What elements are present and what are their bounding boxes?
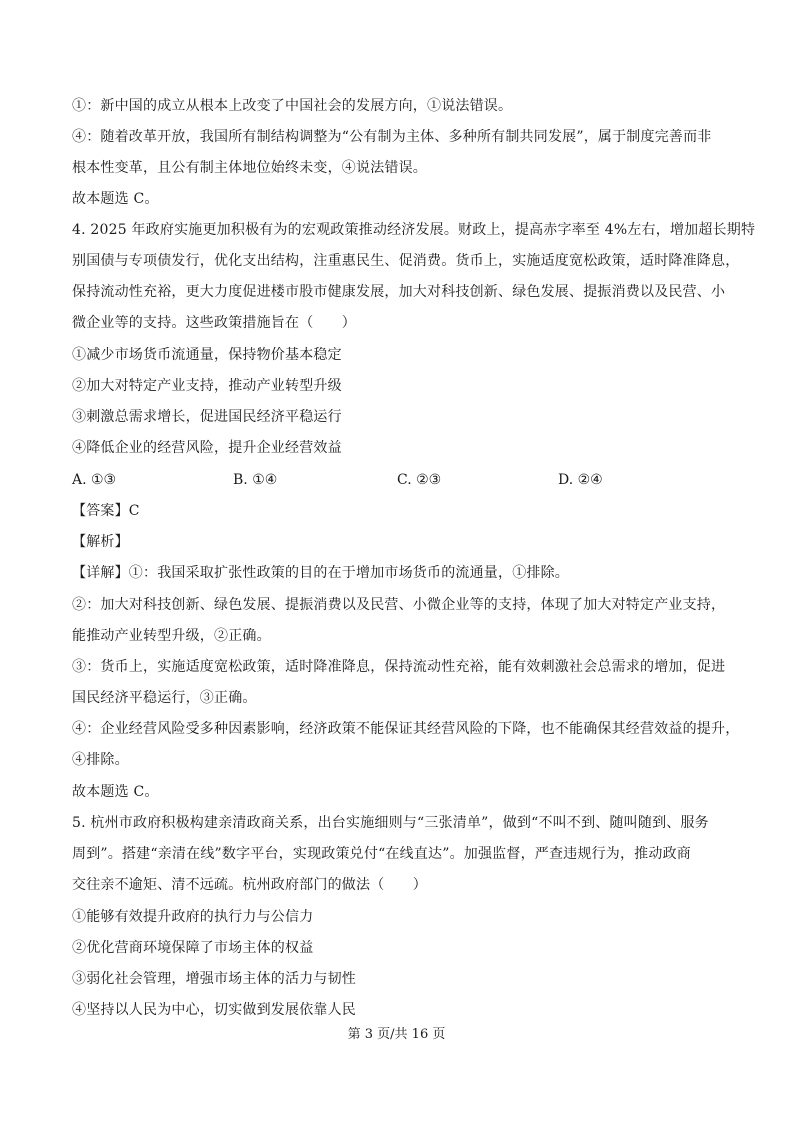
choice-statement: ②加大对特定产业支持，推动产业转型升级 — [72, 378, 342, 394]
option-b: B. ①④ — [233, 472, 278, 488]
detail-text: 故本题选 C。 — [72, 784, 159, 800]
detail-text: 【详解】①：我国采取扩张性政策的目的在于增加市场货币的流通量，①排除。 — [72, 565, 569, 581]
question-5-stem: 5. 杭州市政府积极构建亲清政商关系，出台实施细则与“三张清单”，做到“不叫不到、随叫随到、服务 — [72, 815, 709, 831]
analysis-label: 【解析】 — [72, 534, 129, 550]
question-4-stem: 微企业等的支持。这些政策措施旨在（ ） — [72, 315, 356, 331]
question-4-stem: 保持流动性充裕，更大力度促进楼市股市健康发展，加大对科技创新、绿色发展、提振消费以及民营、小 — [72, 284, 726, 300]
text-line: ④：随着改革开放，我国所有制结构调整为“公有制为主体、多种所有制共同发展”，属于制度完善而非 — [72, 129, 712, 145]
detail-text: ④：企业经营风险受多种因素影响，经济政策不能保证其经营风险的下降，也不能确保其经营效益的提升， — [72, 721, 740, 737]
text-line: 故本题选 C。 — [72, 191, 159, 207]
choice-statement: ②优化营商环境保障了市场主体的权益 — [72, 940, 314, 956]
detail-text: ④排除。 — [72, 752, 129, 768]
option-d: D. ②④ — [558, 472, 603, 488]
choice-statement: ①减少市场货币流通量，保持物价基本稳定 — [72, 347, 342, 363]
text-line: 根本性变革，且公有制主体地位始终未变，④说法错误。 — [72, 160, 427, 176]
option-c: C. ②③ — [397, 472, 442, 488]
question-4-stem: 4. 2025 年政府实施更加积极有为的宏观政策推动经济发展。财政上，提高赤字率至 4%左右，增加超长期特 — [72, 222, 756, 238]
question-5-stem: 交往亲不逾矩、清不远疏。杭州政府部门的做法（ ） — [72, 877, 427, 893]
option-a: A. ①③ — [72, 472, 117, 488]
choice-statement: ③刺激总需求增长，促进国民经济平稳运行 — [72, 409, 342, 425]
detail-text: 国民经济平稳运行，③正确。 — [72, 690, 257, 706]
text-line: ①：新中国的成立从根本上改变了中国社会的发展方向，①说法错误。 — [72, 98, 513, 114]
question-4-stem: 别国债与专项债发行，优化支出结构，注重惠民生、促消费。货币上，实施适度宽松政策，适时降准降息， — [72, 253, 740, 269]
answer-label: 【答案】C — [72, 503, 140, 519]
detail-text: ③：货币上，实施适度宽松政策，适时降准降息，保持流动性充裕，能有效刺激社会总需求的增加，促进 — [72, 659, 726, 675]
choice-statement: ③弱化社会管理，增强市场主体的活力与韧性 — [72, 971, 356, 987]
question-5-stem: 周到”。搭建“亲清在线”数字平台，实现政策兑付“在线直达”。加强监督，严查违规行为，推动政商 — [72, 846, 691, 862]
choice-statement: ①能够有效提升政府的执行力与公信力 — [72, 909, 314, 925]
choice-statement: ④坚持以人民为中心，切实做到发展依靠人民 — [72, 1002, 356, 1018]
detail-text: ②：加大对科技创新、绿色发展、提振消费以及民营、小微企业等的支持，体现了加大对特定产业支持， — [72, 597, 726, 613]
answer-options — [72, 470, 722, 490]
detail-text: 能推动产业转型升级，②正确。 — [72, 628, 271, 644]
page-footer: 第 3 页/共 16 页 — [347, 1027, 446, 1042]
choice-statement: ④降低企业的经营风险，提升企业经营效益 — [72, 440, 342, 456]
